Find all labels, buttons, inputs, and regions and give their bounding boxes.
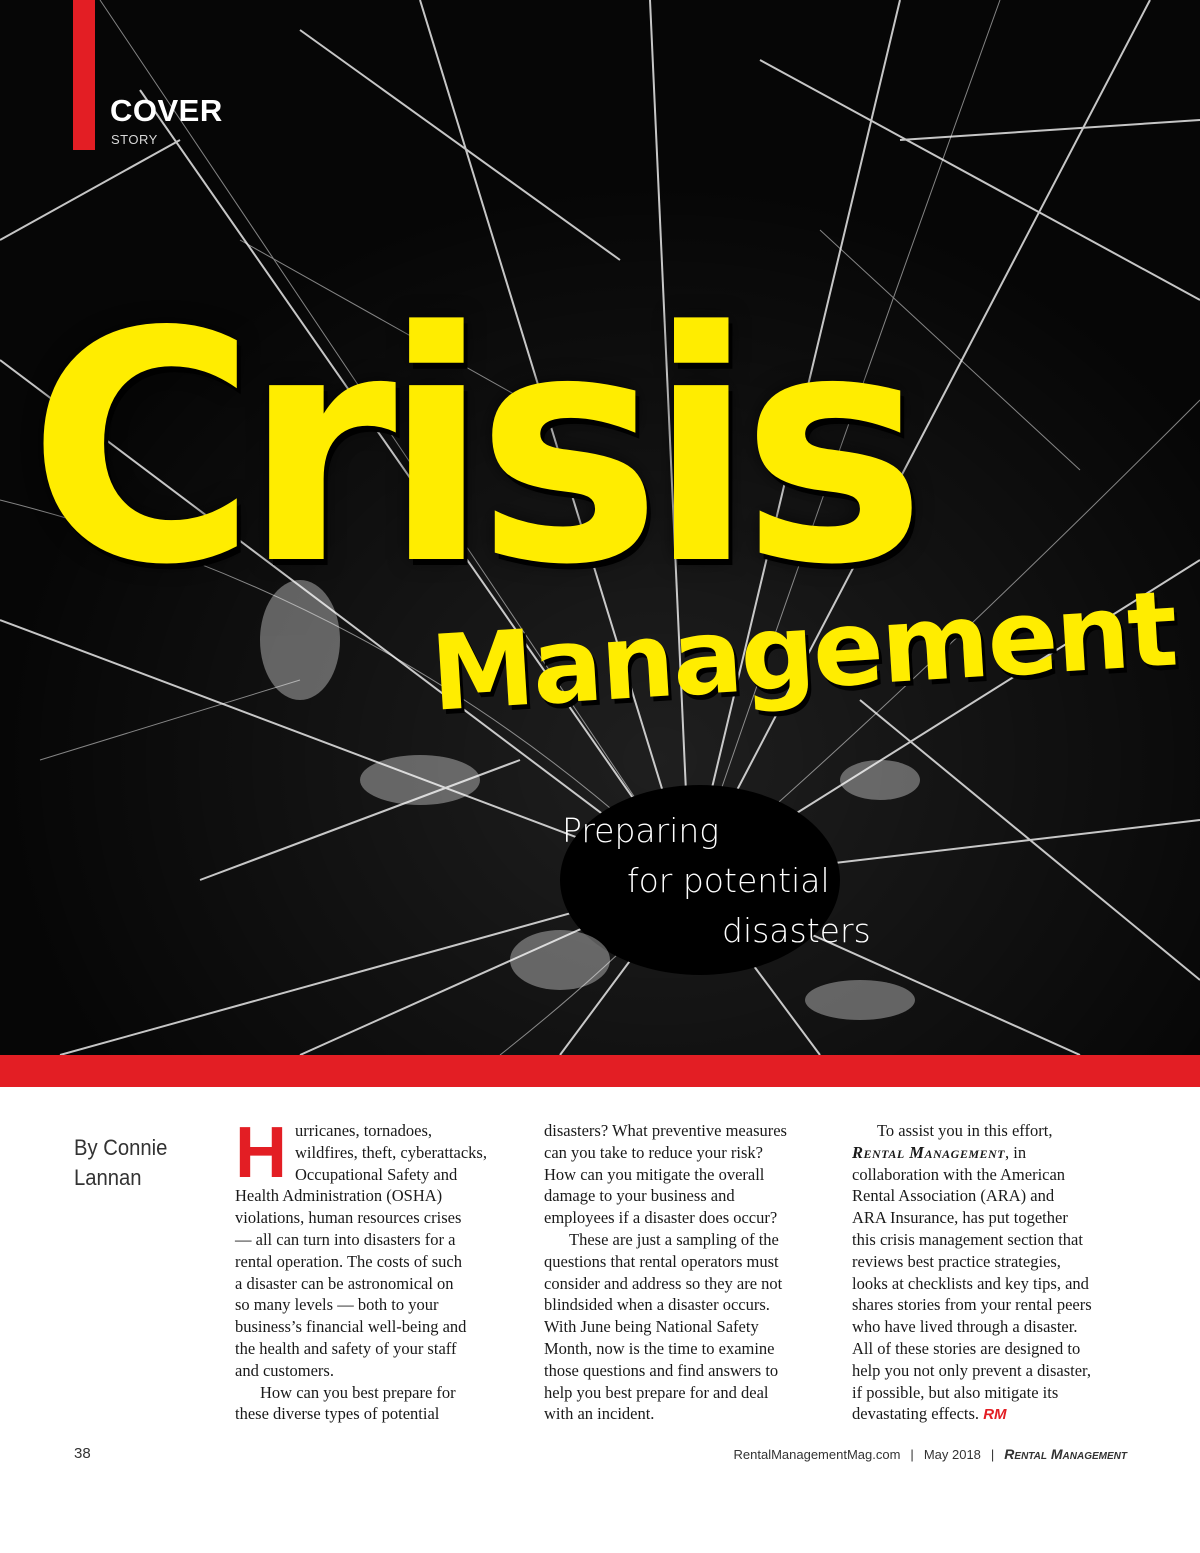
footer-magazine: Rental Management — [1004, 1446, 1127, 1462]
byline-line-1: By Connie — [74, 1135, 168, 1160]
page-number: 38 — [74, 1445, 91, 1462]
footer-separator: | — [910, 1447, 914, 1462]
body-line: How can you best prepare for — [260, 1382, 456, 1402]
body-line: so many levels — both to your — [235, 1295, 439, 1315]
body-line: consider and address so they are not — [544, 1273, 783, 1293]
subtitle-line-3: disasters — [722, 911, 871, 950]
body-line: those questions and find answers to — [544, 1360, 779, 1380]
body-line: the health and safety of your staff — [235, 1338, 457, 1358]
body-line: collaboration with the American — [852, 1164, 1066, 1184]
magazine-name: Rental Management — [852, 1142, 1005, 1162]
section-label: COVER — [110, 93, 223, 128]
article-column-3 — [852, 1120, 1132, 1426]
body-line: help you best prepare for and deal — [544, 1382, 769, 1402]
headline-main: Crisis — [28, 264, 913, 634]
section-accent-bar — [73, 0, 95, 150]
body-line: shares stories from your rental peers — [852, 1295, 1092, 1315]
subtitle-line-1: Preparing — [562, 811, 720, 850]
body-line: Occupational Safety and — [295, 1164, 458, 1184]
footer-separator: | — [990, 1447, 995, 1462]
body-line: and customers. — [235, 1360, 334, 1380]
body-line: To assist you in this effort, — [877, 1121, 1053, 1140]
body-line: rental operation. The costs of such — [235, 1251, 462, 1271]
body-line: These are just a sampling of the — [569, 1229, 779, 1249]
body-line: With June being National Safety — [544, 1317, 759, 1337]
section-sublabel: STORY — [111, 132, 158, 147]
body-line: violations, human resources crises — [235, 1208, 462, 1228]
body-line: How can you mitigate the overall — [544, 1164, 765, 1184]
body-line: ARA Insurance, has put together — [852, 1208, 1068, 1228]
body-line: who have lived through a disaster. — [852, 1317, 1078, 1337]
body-line — [852, 1142, 1132, 1164]
article-column-1 — [235, 1113, 515, 1425]
body-line — [852, 1403, 1132, 1426]
footer-issue: May 2018 — [923, 1447, 981, 1462]
end-mark: RM — [983, 1406, 1007, 1424]
body-line: with an incident. — [544, 1404, 655, 1424]
body-line: wildfires, theft, cyberattacks, — [295, 1142, 487, 1162]
body-line: blindsided when a disaster occurs. — [544, 1295, 770, 1315]
article-column-2 — [544, 1120, 824, 1425]
body-line: Rental Association (ARA) and — [852, 1186, 1055, 1206]
body-line: help you not only prevent a disaster, — [852, 1360, 1091, 1380]
body-line: Month, now is the time to examine — [544, 1338, 775, 1358]
body-line: business’s financial well-being and — [235, 1317, 467, 1337]
body-line: these diverse types of potential — [235, 1404, 440, 1424]
body-line: All of these stories are designed to — [852, 1338, 1081, 1358]
divider-band — [0, 1055, 1200, 1087]
body-line: reviews best practice strategies, — [852, 1251, 1061, 1271]
body-line: employees if a disaster does occur? — [544, 1208, 778, 1228]
drop-cap: H — [235, 1113, 287, 1193]
body-line: can you take to reduce your risk? — [544, 1142, 763, 1162]
headline-secondary: Management — [427, 567, 1180, 735]
body-line: this crisis management section that — [852, 1229, 1083, 1249]
body-line: a disaster can be astronomical on — [235, 1273, 454, 1293]
byline — [74, 1133, 167, 1193]
body-fragment: , in — [1005, 1142, 1027, 1162]
body-line: looks at checklists and key tips, and — [852, 1273, 1089, 1293]
body-line: disasters? What preventive measures — [544, 1121, 787, 1140]
body-line: if possible, but also mitigate its — [852, 1382, 1059, 1402]
body-line: questions that rental operators must — [544, 1251, 779, 1271]
footer-info — [734, 1446, 1128, 1462]
body-line: Health Administration (OSHA) — [235, 1186, 443, 1206]
body-line: — all can turn into disasters for a — [235, 1229, 456, 1249]
byline-line-2: Lannan — [74, 1165, 142, 1190]
body-line: urricanes, tornadoes, — [295, 1121, 432, 1140]
subtitle-line-2: for potential — [627, 861, 830, 900]
body-line: damage to your business and — [544, 1186, 735, 1206]
body-fragment: devastating effects. — [852, 1404, 980, 1424]
footer-website: RentalManagementMag.com — [733, 1447, 901, 1462]
